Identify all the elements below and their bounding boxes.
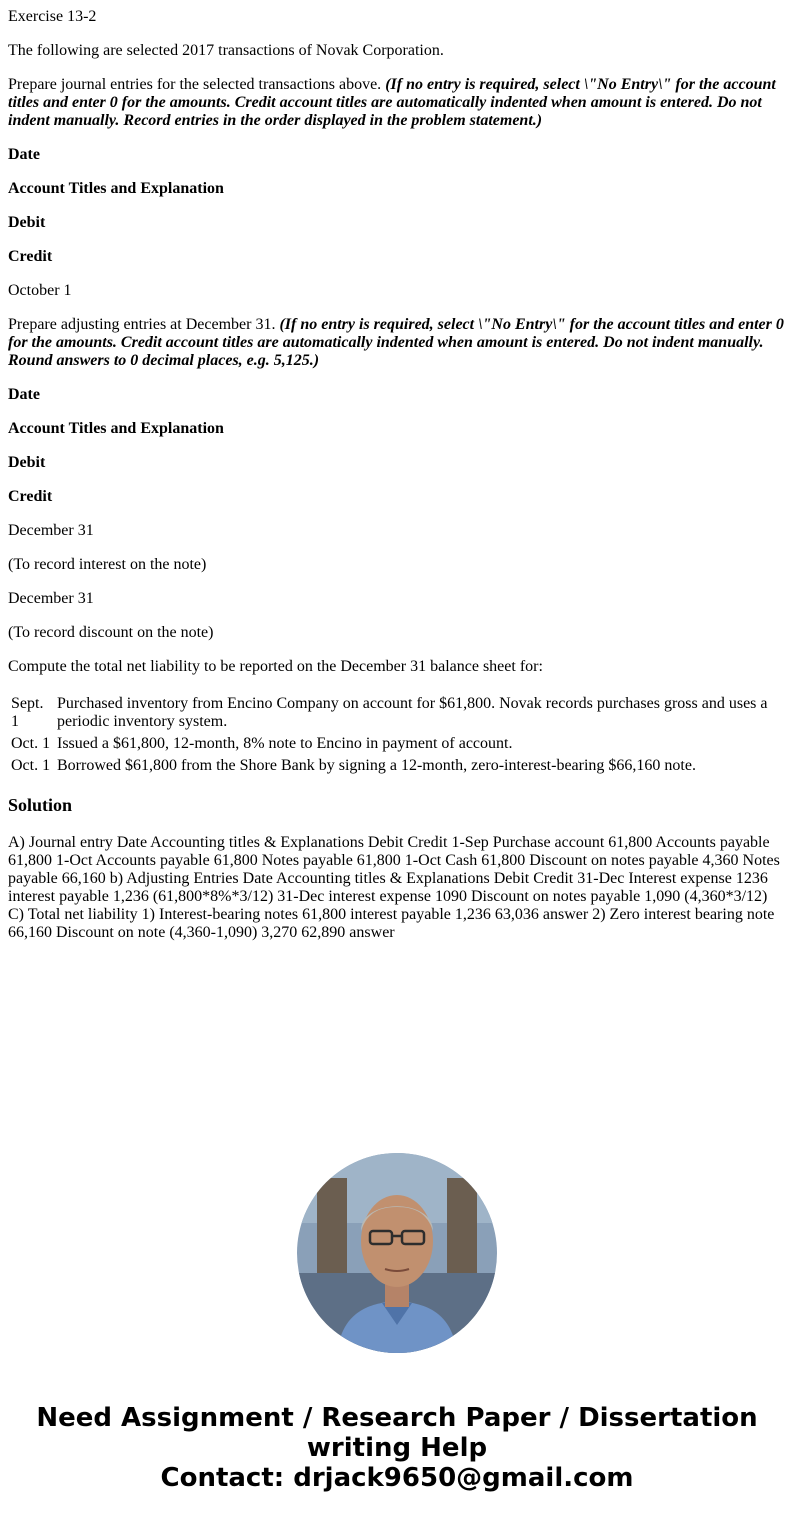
part2-row-date: December 31 — [8, 522, 94, 539]
part2-prompt-text: Prepare adjusting entries at December 31. — [8, 316, 280, 333]
document-body — [8, 8, 786, 958]
solution-text: A) Journal entry Date Accounting titles & Explanations Debit Credit 1-Sep Purchase account 61,800 Accounts payable 61,800 1-Oct Accounts payable 61,800 Notes payable 61,800 1-Oct Cash 61,800 Discount on notes payable 4,360 Notes payable 66,160 b) Adjusting Entries Date Accounting titles & Explanations Debit Credit 31-Dec Interest expense 1236 interest payable 1,236 (61,800*8%*3/12) 31-Dec interest expense 1090 Discount on notes payable 1,090 (4,360*3/12) C) Total net liability 1) Interest-bearing notes 61,800 interest payable 1,236 63,036 answer 2) Zero interest bearing note 66,160 Discount on note (4,360-1,090) 3,270 62,890 answer — [8, 834, 780, 941]
part2-row-note: (To record interest on the note) — [8, 556, 207, 573]
part1-instructions: (If no entry is required, select \"No Entry\" for the account titles and enter 0 for the amounts. Credit account titles are automatically indented when amount is entered. Do not indent manually. Record entries in the order displayed in the problem statement.) — [8, 76, 776, 129]
table-row — [10, 734, 784, 754]
part2-header-date: Date — [8, 386, 40, 403]
part2-row-date: December 31 — [8, 590, 94, 607]
table-row — [10, 694, 784, 732]
intro-text: The following are selected 2017 transactions of Novak Corporation. — [8, 42, 444, 59]
part1-row-date: October 1 — [8, 282, 72, 299]
contact-email: Contact: drjack9650@gmail.com — [160, 1463, 634, 1493]
part1-header-date: Date — [8, 146, 40, 163]
part1-prompt-text: Prepare journal entries for the selected transactions above. — [8, 76, 386, 93]
transaction-date: Sept. 1 — [11, 695, 44, 730]
banner-line: writing Help — [306, 1433, 488, 1463]
exercise-title: Exercise 13-2 — [8, 8, 97, 25]
part1-header-debit: Debit — [8, 214, 46, 231]
transaction-text: Purchased inventory from Encino Company on account for $61,800. Novak records purchases gross and uses a periodic inventory system. — [57, 695, 768, 730]
transaction-date: Oct. 1 — [11, 735, 51, 752]
transaction-text: Borrowed $61,800 from the Shore Bank by signing a 12-month, zero-interest-bearing $66,160 note. — [57, 757, 696, 774]
banner-line: Need Assignment / Research Paper / Dissertation — [36, 1403, 758, 1433]
part3-prompt: Compute the total net liability to be reported on the December 31 balance sheet for: — [8, 658, 543, 675]
part2-row-note: (To record discount on the note) — [8, 624, 214, 641]
part2-header-credit: Credit — [8, 488, 53, 505]
transaction-text: Issued a $61,800, 12-month, 8% note to Encino in payment of account. — [57, 735, 513, 752]
contact-banner — [0, 1403, 794, 1493]
table-row — [10, 756, 784, 776]
portrait-image — [297, 1153, 497, 1353]
author-avatar — [297, 1153, 497, 1353]
part1-prompt — [8, 76, 786, 130]
solution-heading: Solution — [8, 795, 73, 815]
part2-prompt — [8, 316, 786, 370]
transaction-date: Oct. 1 — [11, 757, 51, 774]
transactions-table — [8, 692, 786, 778]
part2-header-account: Account Titles and Explanation — [8, 420, 224, 437]
part2-instructions: (If no entry is required, select \"No Entry\" for the account titles and enter 0 for the amounts. Credit account titles are automatically indented when amount is entered. Do not indent manually. Round answers to 0 decimal places, e.g. 5,125.) — [8, 316, 784, 369]
part2-header-debit: Debit — [8, 454, 46, 471]
part1-header-credit: Credit — [8, 248, 53, 265]
part1-header-account: Account Titles and Explanation — [8, 180, 224, 197]
